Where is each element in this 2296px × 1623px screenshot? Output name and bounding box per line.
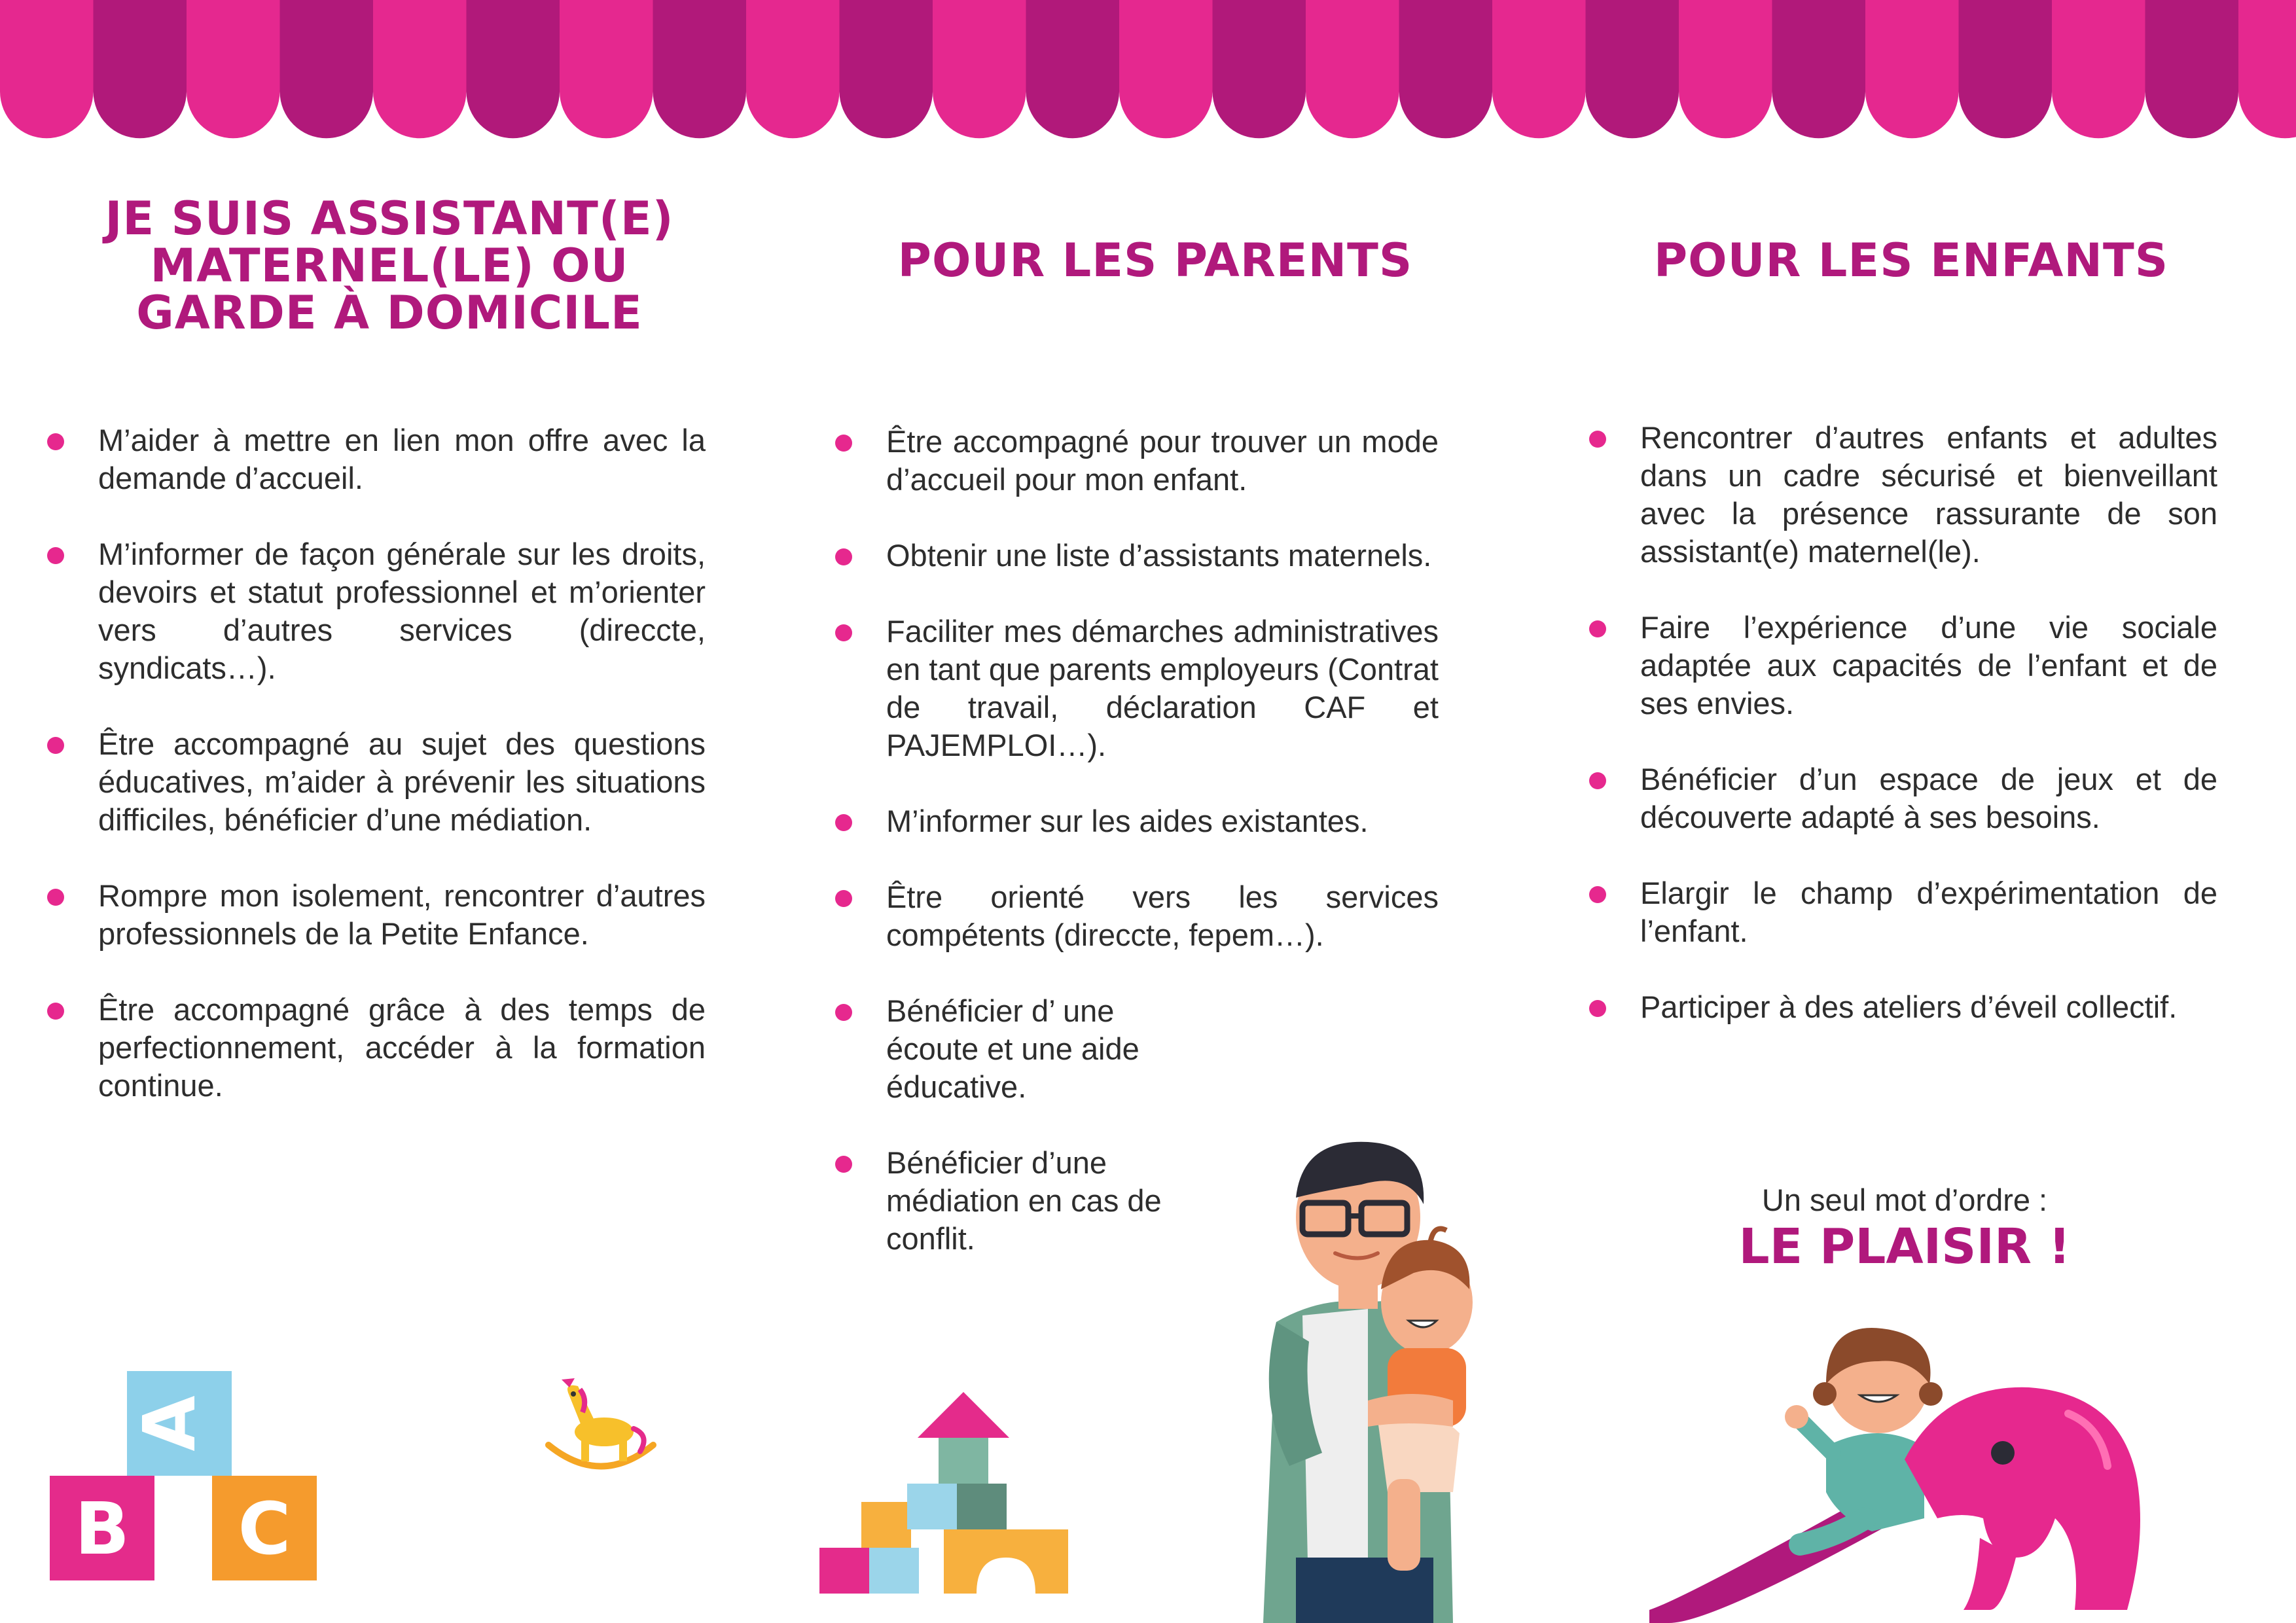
awning-stripe (653, 0, 747, 138)
awning-stripe (1492, 0, 1586, 138)
awning-stripe (2145, 0, 2239, 138)
awning-stripe (2238, 0, 2296, 138)
motto-intro: Un seul mot d’ordre : (1761, 1183, 2048, 1217)
awning-stripe (1865, 0, 1959, 138)
awning-stripe (1119, 0, 1213, 138)
awning-stripe (1586, 0, 1679, 138)
block-c-letter: C (238, 1487, 291, 1571)
building-blocks-illustration (819, 1391, 1081, 1600)
awning-stripe (1959, 0, 2053, 138)
awning-stripe (1306, 0, 1399, 138)
awning-stripe (1399, 0, 1493, 138)
rocking-horse-icon (542, 1373, 660, 1484)
list-item: Faciliter mes démarches administratives en tant que parents employeurs (Contrat de travail, déclaration CAF et PAJEMPLOI…). (835, 613, 1439, 764)
block-a-letter: A (128, 1395, 211, 1452)
list-item: Être accompagné pour trouver un mode d’accueil pour mon enfant. (835, 423, 1439, 499)
list-item: Rencontrer d’autres enfants et adultes dans un cadre sécurisé et bienveillant avec la présence rassurante de son assistant(e) maternel(le). (1589, 419, 2217, 571)
list-item: Bénéficier d’une médiation en cas de conflit. (835, 1144, 1200, 1258)
awning-stripe (933, 0, 1026, 138)
list-item: Être accompagné au sujet des questions éducatives, m’aider à prévenir les situations difficiles, bénéficier d’une médiation. (47, 725, 706, 839)
elephant-slide-illustration (1649, 1322, 2160, 1623)
awning-stripe (1679, 0, 1772, 138)
abc-blocks-illustration (46, 1361, 327, 1597)
list-item: M’informer sur les aides existantes. (835, 802, 1439, 840)
awning-stripe (1026, 0, 1120, 138)
awning-stripe (467, 0, 560, 138)
assistant-list (47, 421, 706, 1143)
awning-stripe (1772, 0, 1866, 138)
list-item: M’informer de façon générale sur les droits, devoirs et statut professionnel et m’orienter vers d’autres services (direccte, syndicats…). (47, 535, 706, 687)
list-item: M’aider à mettre en lien mon offre avec la demande d’accueil. (47, 421, 706, 497)
list-item: Faire l’expérience d’une vie sociale adaptée aux capacités de l’enfant et de ses envies. (1589, 609, 2217, 722)
list-item: Être orienté vers les services compétents (direccte, fepem…). (835, 878, 1439, 954)
awning-stripe (187, 0, 280, 138)
awning-stripe (0, 0, 94, 138)
heading-assistant: JE SUIS ASSISTANT(E) MATERNEL(LE) OU GARDE À DOMICILE (105, 192, 674, 340)
awning-banner (0, 0, 2296, 141)
list-item: Bénéficier d’un espace de jeux et de découverte adapté à ses besoins. (1589, 760, 2217, 836)
heading-enfants: POUR LES ENFANTS (1653, 234, 2169, 287)
heading-parents: POUR LES PARENTS (897, 234, 1413, 287)
father-child-illustration (1237, 1126, 1532, 1623)
awning-stripe (840, 0, 933, 138)
list-item: Participer à des ateliers d’éveil collectif. (1589, 988, 2217, 1026)
list-item: Être accompagné grâce à des temps de perfectionnement, accéder à la formation continue. (47, 991, 706, 1105)
awning-stripe (2052, 0, 2145, 138)
awning-stripe (94, 0, 187, 138)
list-item: Rompre mon isolement, rencontrer d’autres professionnels de la Petite Enfance. (47, 877, 706, 953)
list-item: Obtenir une liste d’assistants maternels. (835, 537, 1439, 575)
awning-stripe (280, 0, 374, 138)
enfants-list (1589, 419, 2217, 1064)
awning-stripe (746, 0, 840, 138)
awning-stripe (373, 0, 467, 138)
awning-stripe (1213, 0, 1306, 138)
awning-stripe (560, 0, 653, 138)
list-item: Elargir le champ d’expérimentation de l’enfant. (1589, 874, 2217, 950)
motto (1662, 1181, 2147, 1274)
block-b-letter: B (75, 1487, 130, 1571)
motto-title: LE PLAISIR ! (1738, 1219, 2071, 1275)
list-item: Bénéficier d’ une écoute et une aide éducative. (835, 992, 1200, 1106)
